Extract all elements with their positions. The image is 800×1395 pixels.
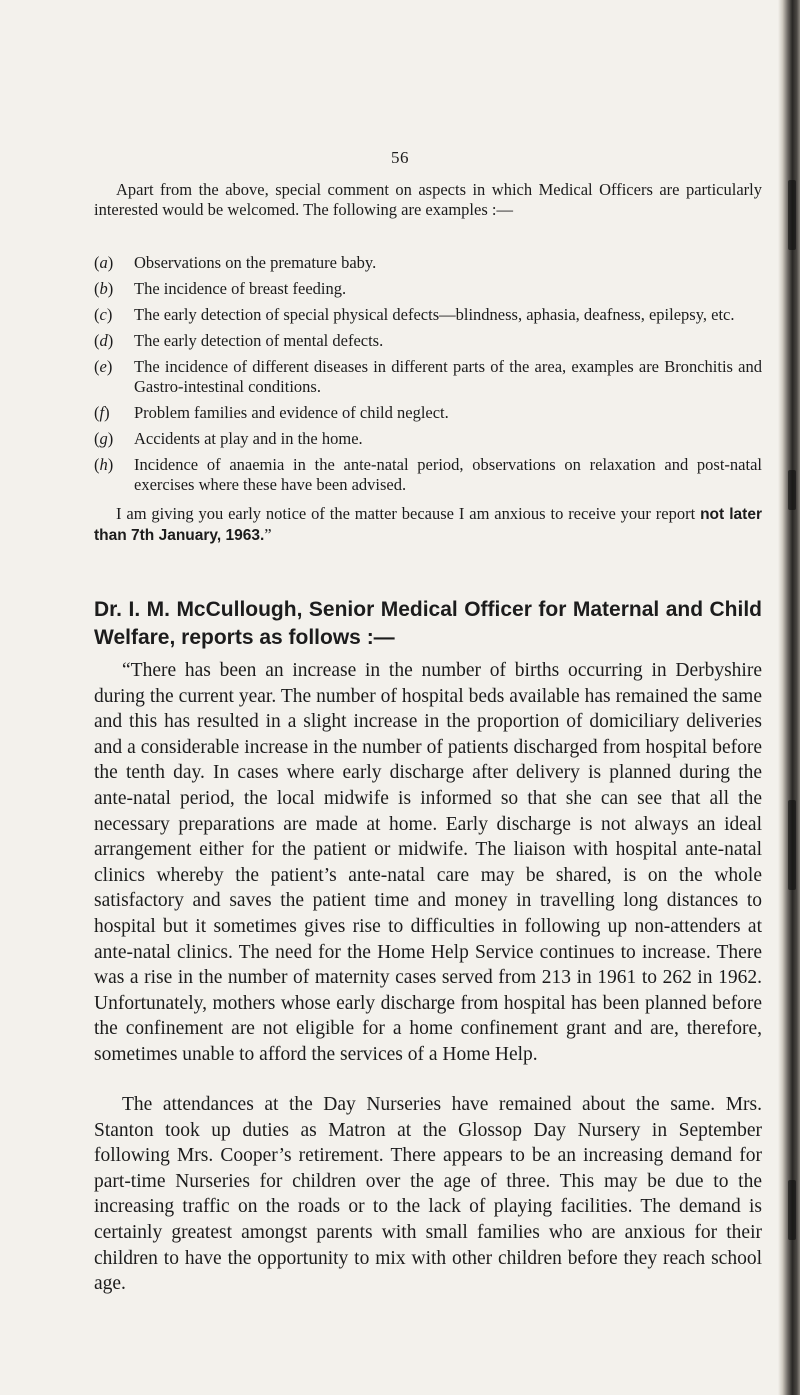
item-text: The incidence of breast feeding. (134, 279, 347, 298)
item-label: g (99, 429, 108, 448)
examples-list (94, 253, 762, 501)
list-item: (h) Incidence of anaemia in the ante-natal period, observations on relaxation and post-natal exercises where these have been advised. (94, 455, 762, 494)
item-text: Incidence of anaemia in the ante-natal period, observations on relaxation and post-natal exercises where these have been advised. (134, 455, 762, 494)
item-text: Accidents at play and in the home. (134, 429, 363, 448)
notice-paragraph (94, 504, 762, 546)
item-label: f (99, 403, 105, 422)
item-text: The incidence of different diseases in different parts of the area, examples are Bronchitis and Gastro-intestinal conditions. (134, 357, 762, 396)
body-paragraph-2: The attendances at the Day Nurseries have remained about the same. Mrs. Stanton took up duties as Matron at the Glossop Day Nursery in September following Mrs. Cooper’s retirement. There appears to be an increasing demand for part-time Nurseries for children over the age of three. This may be due to the increasing traffic on the roads or to the lack of playing facilities. The demand is certainly greatest amongst parents with small families who are anxious for their children to have the opportunity to mix with other children before they reach school age. (94, 1094, 762, 1295)
list-item: (c) The early detection of special physical defects—blindness, aphasia, deafness, epilepsy, etc. (94, 305, 762, 325)
item-text: Observations on the premature baby. (134, 253, 377, 272)
item-label: e (99, 357, 107, 376)
list-item: (e) The incidence of different diseases in different parts of the area, examples are Bronchitis and Gastro-intestinal conditions. (94, 357, 762, 396)
notice-tail: ” (264, 525, 272, 544)
intro-paragraph: Apart from the above, special comment on aspects in which Medical Officers are particularly interested would be welcomed. The following are examples :— (94, 180, 762, 219)
list-item: (d) The early detection of mental defects. (94, 331, 762, 351)
item-label: h (99, 455, 108, 474)
page-number: 56 (391, 148, 409, 167)
notice-deadline: not later than 7th January, 1963. (94, 506, 762, 544)
body-paragraph-1: “There has been an increase in the number of births occurring in Derbyshire during the current year. The number of hospital beds available has remained the same and this has resulted in a slight increase in the proportion of domiciliary deliveries and a considerable increase in the number of patients discharged from hospital before the tenth day. In cases where early discharge after delivery is planned during the ante-natal period, the local midwife is informed so that she can see that all the necessary preparations are made at home. Early discharge is not always an ideal arrangement either for the patient or midwife. The liaison with hospital ante-natal clinics whereby the patient’s ante-natal care may be shared, is on the whole satisfactory and saves the patient time and money in travelling long distances to hospital but it sometimes gives rise to difficulties in following up non-attenders at ante-natal clinics. The need for the Home Help Service continues to increase. There was a rise in the number of maternity cases served from 213 in 1961 to 262 in 1962. Unfortunately, mothers whose early discharge from hospital has been planned before the confinement are not eligible for a home confinement grant and are, therefore, sometimes unable to afford the services of a Home Help. (94, 660, 762, 1065)
notice-lead: I am giving you early notice of the matter because I am anxious to receive your report (116, 504, 701, 523)
section-heading: Dr. I. M. McCullough, Senior Medical Officer for Maternal and Child Welfare, reports as follows :— (94, 598, 762, 649)
list-item: (g) Accidents at play and in the home. (94, 429, 762, 449)
list-item: (f) Problem families and evidence of child neglect. (94, 403, 762, 423)
list-item: (b) The incidence of breast feeding. (94, 279, 762, 299)
item-text: Problem families and evidence of child neglect. (134, 403, 449, 422)
item-label: d (99, 331, 108, 350)
binding-edge (778, 0, 800, 1395)
item-label: c (99, 305, 107, 324)
item-text: The early detection of mental defects. (134, 331, 384, 350)
item-label: b (99, 279, 108, 298)
list-item: (a) Observations on the premature baby. (94, 253, 762, 273)
item-text: The early detection of special physical defects—blindness, aphasia, deafness, epilepsy, etc. (134, 305, 735, 324)
item-label: a (99, 253, 108, 272)
